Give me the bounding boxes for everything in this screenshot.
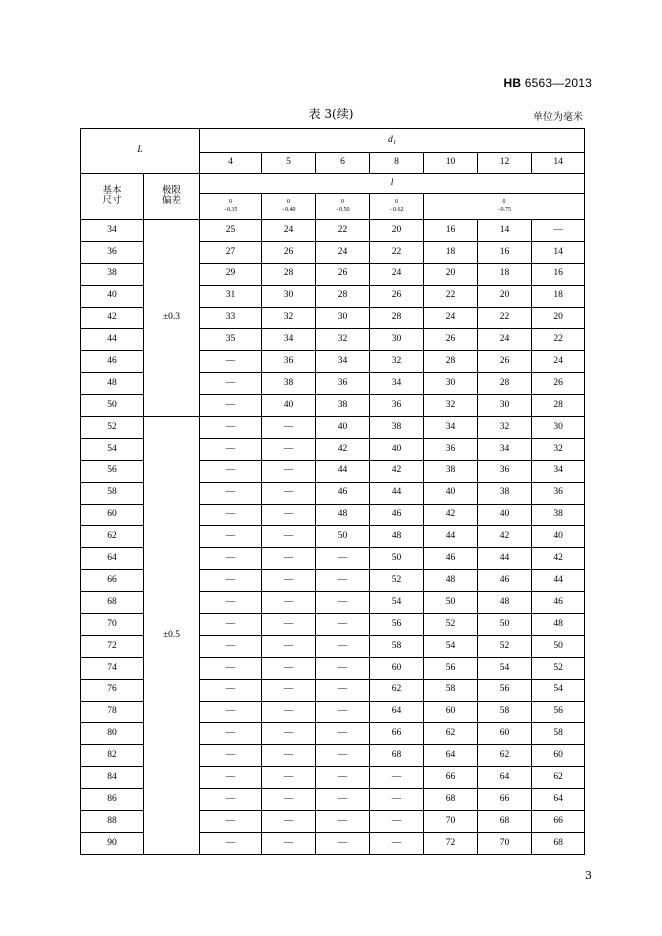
- value-cell: 16: [478, 241, 532, 263]
- value-cell: 32: [370, 351, 424, 373]
- value-cell: —: [200, 504, 262, 526]
- value-cell: 46: [478, 570, 532, 592]
- basic-size-cell: 36: [81, 241, 144, 263]
- tolerance-cell: ±0.5: [144, 417, 200, 855]
- value-cell: 70: [424, 811, 478, 833]
- value-cell: 40: [424, 482, 478, 504]
- value-cell: 64: [532, 789, 585, 811]
- value-cell: 60: [424, 701, 478, 723]
- basic-size-cell: 70: [81, 614, 144, 636]
- value-cell: —: [316, 767, 370, 789]
- value-cell: —: [262, 767, 316, 789]
- value-cell: 22: [532, 329, 585, 351]
- value-cell: —: [262, 548, 316, 570]
- value-cell: 24: [532, 351, 585, 373]
- value-cell: 66: [424, 767, 478, 789]
- basic-size-cell: 52: [81, 417, 144, 439]
- tolerance-upper: 0: [502, 199, 506, 206]
- value-cell: 22: [424, 285, 478, 307]
- value-cell: 35: [200, 329, 262, 351]
- basic-size-cell: 58: [81, 482, 144, 504]
- value-cell: —: [316, 614, 370, 636]
- value-cell: —: [200, 723, 262, 745]
- value-cell: 56: [532, 701, 585, 723]
- value-cell: 34: [478, 438, 532, 460]
- value-cell: 22: [478, 307, 532, 329]
- table-row: [81, 417, 585, 439]
- value-cell: 38: [262, 373, 316, 395]
- value-cell: —: [262, 745, 316, 767]
- basic-size-cell: 40: [81, 285, 144, 307]
- value-cell: —: [316, 723, 370, 745]
- value-cell: 46: [316, 482, 370, 504]
- value-cell: 16: [532, 263, 585, 285]
- value-cell: 50: [424, 592, 478, 614]
- value-cell: —: [200, 373, 262, 395]
- value-cell: 44: [370, 482, 424, 504]
- basic-size-cell: 64: [81, 548, 144, 570]
- value-cell: 38: [532, 504, 585, 526]
- unit-note: 单位为毫米: [533, 112, 583, 123]
- value-cell: 42: [316, 438, 370, 460]
- basic-size-cell: 68: [81, 592, 144, 614]
- value-cell: 36: [478, 460, 532, 482]
- header-l-tolerance: [200, 194, 262, 220]
- value-cell: —: [316, 548, 370, 570]
- value-cell: 26: [478, 351, 532, 373]
- value-cell: 54: [370, 592, 424, 614]
- value-cell: 26: [262, 241, 316, 263]
- value-cell: —: [316, 570, 370, 592]
- value-cell: 58: [370, 635, 424, 657]
- value-cell: 62: [370, 679, 424, 701]
- value-cell: —: [262, 417, 316, 439]
- value-cell: —: [200, 745, 262, 767]
- value-cell: —: [200, 679, 262, 701]
- standard-number: 6563—2013: [524, 76, 592, 90]
- value-cell: 24: [316, 241, 370, 263]
- value-cell: —: [200, 548, 262, 570]
- value-cell: 52: [370, 570, 424, 592]
- value-cell: —: [262, 679, 316, 701]
- value-cell: 44: [316, 460, 370, 482]
- header-d-value: 12: [478, 153, 532, 174]
- basic-size-cell: 56: [81, 460, 144, 482]
- header-d-value: 5: [262, 153, 316, 174]
- value-cell: —: [316, 657, 370, 679]
- tolerance-lower: −0.75: [497, 207, 511, 214]
- basic-size-cell: 34: [81, 220, 144, 242]
- value-cell: —: [532, 220, 585, 242]
- value-cell: —: [262, 723, 316, 745]
- value-cell: —: [316, 635, 370, 657]
- value-cell: 30: [424, 373, 478, 395]
- header-d-value: 6: [316, 153, 370, 174]
- tolerance-cell: ±0.3: [144, 220, 200, 417]
- value-cell: 18: [424, 241, 478, 263]
- value-cell: 56: [478, 679, 532, 701]
- value-cell: 50: [370, 548, 424, 570]
- value-cell: 30: [532, 417, 585, 439]
- value-cell: —: [200, 811, 262, 833]
- basic-size-cell: 38: [81, 263, 144, 285]
- value-cell: 28: [532, 395, 585, 417]
- value-cell: 27: [200, 241, 262, 263]
- value-cell: —: [262, 811, 316, 833]
- value-cell: —: [200, 395, 262, 417]
- header-l-tolerance: [262, 194, 316, 220]
- value-cell: —: [262, 482, 316, 504]
- value-cell: 48: [316, 504, 370, 526]
- value-cell: 32: [316, 329, 370, 351]
- basic-size-cell: 76: [81, 679, 144, 701]
- value-cell: 30: [478, 395, 532, 417]
- value-cell: 34: [262, 329, 316, 351]
- value-cell: 36: [262, 351, 316, 373]
- value-cell: 32: [478, 417, 532, 439]
- value-cell: 32: [424, 395, 478, 417]
- value-cell: 46: [424, 548, 478, 570]
- header-d-value: 8: [370, 153, 424, 174]
- table-row: [81, 220, 585, 242]
- value-cell: —: [262, 789, 316, 811]
- value-cell: 36: [370, 395, 424, 417]
- value-cell: 20: [424, 263, 478, 285]
- value-cell: 31: [200, 285, 262, 307]
- value-cell: —: [316, 592, 370, 614]
- value-cell: —: [262, 657, 316, 679]
- value-cell: 28: [370, 307, 424, 329]
- value-cell: 54: [424, 635, 478, 657]
- value-cell: —: [262, 614, 316, 636]
- standard-code: [504, 76, 592, 90]
- value-cell: 66: [370, 723, 424, 745]
- value-cell: 54: [532, 679, 585, 701]
- header-d-value: 4: [200, 153, 262, 174]
- value-cell: 64: [424, 745, 478, 767]
- header-tolerance: 极限 偏差: [144, 174, 200, 220]
- tolerance-upper: 0: [341, 199, 344, 206]
- value-cell: —: [370, 767, 424, 789]
- value-cell: 14: [532, 241, 585, 263]
- value-cell: 52: [424, 614, 478, 636]
- value-cell: —: [200, 592, 262, 614]
- value-cell: 22: [370, 241, 424, 263]
- basic-size-cell: 80: [81, 723, 144, 745]
- tolerance-lower: −0.35: [223, 207, 238, 214]
- dimension-table: [80, 128, 585, 855]
- value-cell: 44: [532, 570, 585, 592]
- value-cell: 26: [370, 285, 424, 307]
- table-title: 表 3(续): [308, 107, 354, 121]
- value-cell: —: [200, 526, 262, 548]
- value-cell: 34: [424, 417, 478, 439]
- value-cell: 68: [424, 789, 478, 811]
- value-cell: 42: [532, 548, 585, 570]
- value-cell: 54: [478, 657, 532, 679]
- value-cell: —: [200, 417, 262, 439]
- value-cell: —: [200, 657, 262, 679]
- value-cell: 44: [478, 548, 532, 570]
- value-cell: —: [200, 482, 262, 504]
- value-cell: 66: [478, 789, 532, 811]
- value-cell: 28: [262, 263, 316, 285]
- basic-size-cell: 90: [81, 832, 144, 854]
- value-cell: 52: [532, 657, 585, 679]
- header-l-tolerance: [316, 194, 370, 220]
- basic-size-cell: 86: [81, 789, 144, 811]
- value-cell: 60: [532, 745, 585, 767]
- value-cell: 64: [370, 701, 424, 723]
- tolerance-lower: −0.40: [281, 207, 296, 214]
- value-cell: 28: [316, 285, 370, 307]
- basic-size-cell: 42: [81, 307, 144, 329]
- basic-size-cell: 66: [81, 570, 144, 592]
- value-cell: 36: [532, 482, 585, 504]
- basic-size-cell: 54: [81, 438, 144, 460]
- value-cell: 34: [316, 351, 370, 373]
- basic-size-cell: 44: [81, 329, 144, 351]
- tolerance-upper: 0: [395, 199, 398, 206]
- standard-prefix: HB: [503, 76, 522, 90]
- value-cell: 50: [478, 614, 532, 636]
- value-cell: 32: [532, 438, 585, 460]
- value-cell: 38: [478, 482, 532, 504]
- value-cell: 26: [316, 263, 370, 285]
- value-cell: 18: [532, 285, 585, 307]
- value-cell: 46: [370, 504, 424, 526]
- value-cell: 60: [478, 723, 532, 745]
- header-d-value: 14: [532, 153, 585, 174]
- basic-size-cell: 72: [81, 635, 144, 657]
- value-cell: 40: [262, 395, 316, 417]
- value-cell: —: [262, 504, 316, 526]
- value-cell: 58: [532, 723, 585, 745]
- header-l-tolerance: [424, 194, 585, 220]
- value-cell: —: [200, 635, 262, 657]
- value-cell: 18: [478, 263, 532, 285]
- basic-size-cell: 82: [81, 745, 144, 767]
- value-cell: 70: [478, 832, 532, 854]
- value-cell: 60: [370, 657, 424, 679]
- value-cell: 40: [370, 438, 424, 460]
- value-cell: 38: [370, 417, 424, 439]
- value-cell: —: [200, 460, 262, 482]
- header-l-tolerance: [370, 194, 424, 220]
- value-cell: 34: [370, 373, 424, 395]
- value-cell: 68: [532, 832, 585, 854]
- value-cell: 29: [200, 263, 262, 285]
- header-d1: d₁: [200, 129, 585, 153]
- value-cell: —: [316, 832, 370, 854]
- header-L: L: [81, 129, 200, 174]
- value-cell: 20: [478, 285, 532, 307]
- value-cell: 42: [478, 526, 532, 548]
- value-cell: —: [200, 614, 262, 636]
- value-cell: 32: [262, 307, 316, 329]
- basic-size-cell: 74: [81, 657, 144, 679]
- page-number: 3: [585, 869, 592, 882]
- value-cell: —: [262, 701, 316, 723]
- value-cell: 14: [478, 220, 532, 242]
- value-cell: —: [316, 745, 370, 767]
- basic-size-cell: 46: [81, 351, 144, 373]
- value-cell: 20: [370, 220, 424, 242]
- value-cell: 56: [370, 614, 424, 636]
- value-cell: —: [200, 767, 262, 789]
- value-cell: 50: [316, 526, 370, 548]
- value-cell: 34: [532, 460, 585, 482]
- value-cell: 24: [478, 329, 532, 351]
- value-cell: —: [262, 438, 316, 460]
- value-cell: —: [262, 635, 316, 657]
- header-basic-size: 基本 尺寸: [81, 174, 144, 220]
- value-cell: 16: [424, 220, 478, 242]
- value-cell: 38: [316, 395, 370, 417]
- value-cell: —: [200, 351, 262, 373]
- value-cell: 56: [424, 657, 478, 679]
- value-cell: —: [262, 832, 316, 854]
- basic-size-cell: 50: [81, 395, 144, 417]
- value-cell: —: [200, 832, 262, 854]
- value-cell: 42: [370, 460, 424, 482]
- value-cell: 62: [532, 767, 585, 789]
- value-cell: 24: [262, 220, 316, 242]
- value-cell: 40: [478, 504, 532, 526]
- value-cell: 40: [316, 417, 370, 439]
- value-cell: —: [316, 811, 370, 833]
- tolerance-upper: 0: [287, 199, 290, 206]
- value-cell: —: [200, 438, 262, 460]
- basic-size-cell: 78: [81, 701, 144, 723]
- value-cell: —: [370, 811, 424, 833]
- value-cell: 33: [200, 307, 262, 329]
- value-cell: 25: [200, 220, 262, 242]
- value-cell: 58: [424, 679, 478, 701]
- header-l: l: [200, 174, 585, 194]
- value-cell: 36: [316, 373, 370, 395]
- value-cell: —: [262, 592, 316, 614]
- value-cell: 28: [424, 351, 478, 373]
- value-cell: —: [370, 832, 424, 854]
- value-cell: 46: [532, 592, 585, 614]
- value-cell: 24: [424, 307, 478, 329]
- value-cell: 48: [370, 526, 424, 548]
- value-cell: 22: [316, 220, 370, 242]
- value-cell: —: [200, 570, 262, 592]
- value-cell: 48: [424, 570, 478, 592]
- value-cell: —: [316, 701, 370, 723]
- value-cell: 24: [370, 263, 424, 285]
- value-cell: 30: [262, 285, 316, 307]
- value-cell: 64: [478, 767, 532, 789]
- value-cell: —: [316, 679, 370, 701]
- value-cell: 50: [532, 635, 585, 657]
- value-cell: —: [262, 526, 316, 548]
- value-cell: —: [200, 701, 262, 723]
- tolerance-upper: 0: [229, 199, 232, 206]
- basic-size-cell: 84: [81, 767, 144, 789]
- value-cell: —: [262, 570, 316, 592]
- value-cell: 62: [478, 745, 532, 767]
- basic-size-cell: 62: [81, 526, 144, 548]
- value-cell: 68: [478, 811, 532, 833]
- value-cell: 42: [424, 504, 478, 526]
- value-cell: —: [262, 460, 316, 482]
- value-cell: 72: [424, 832, 478, 854]
- tolerance-lower: −0.62: [389, 207, 404, 214]
- value-cell: 40: [532, 526, 585, 548]
- value-cell: 44: [424, 526, 478, 548]
- value-cell: 26: [532, 373, 585, 395]
- value-cell: 48: [478, 592, 532, 614]
- value-cell: 68: [370, 745, 424, 767]
- tolerance-lower: −0.50: [335, 207, 350, 214]
- basic-size-cell: 48: [81, 373, 144, 395]
- header-d-value: 10: [424, 153, 478, 174]
- value-cell: 28: [478, 373, 532, 395]
- value-cell: 58: [478, 701, 532, 723]
- value-cell: 38: [424, 460, 478, 482]
- basic-size-cell: 88: [81, 811, 144, 833]
- value-cell: —: [316, 789, 370, 811]
- value-cell: 20: [532, 307, 585, 329]
- value-cell: 62: [424, 723, 478, 745]
- value-cell: 48: [532, 614, 585, 636]
- value-cell: 30: [316, 307, 370, 329]
- value-cell: —: [370, 789, 424, 811]
- value-cell: 66: [532, 811, 585, 833]
- value-cell: 36: [424, 438, 478, 460]
- value-cell: 26: [424, 329, 478, 351]
- value-cell: 52: [478, 635, 532, 657]
- value-cell: 30: [370, 329, 424, 351]
- basic-size-cell: 60: [81, 504, 144, 526]
- value-cell: —: [200, 789, 262, 811]
